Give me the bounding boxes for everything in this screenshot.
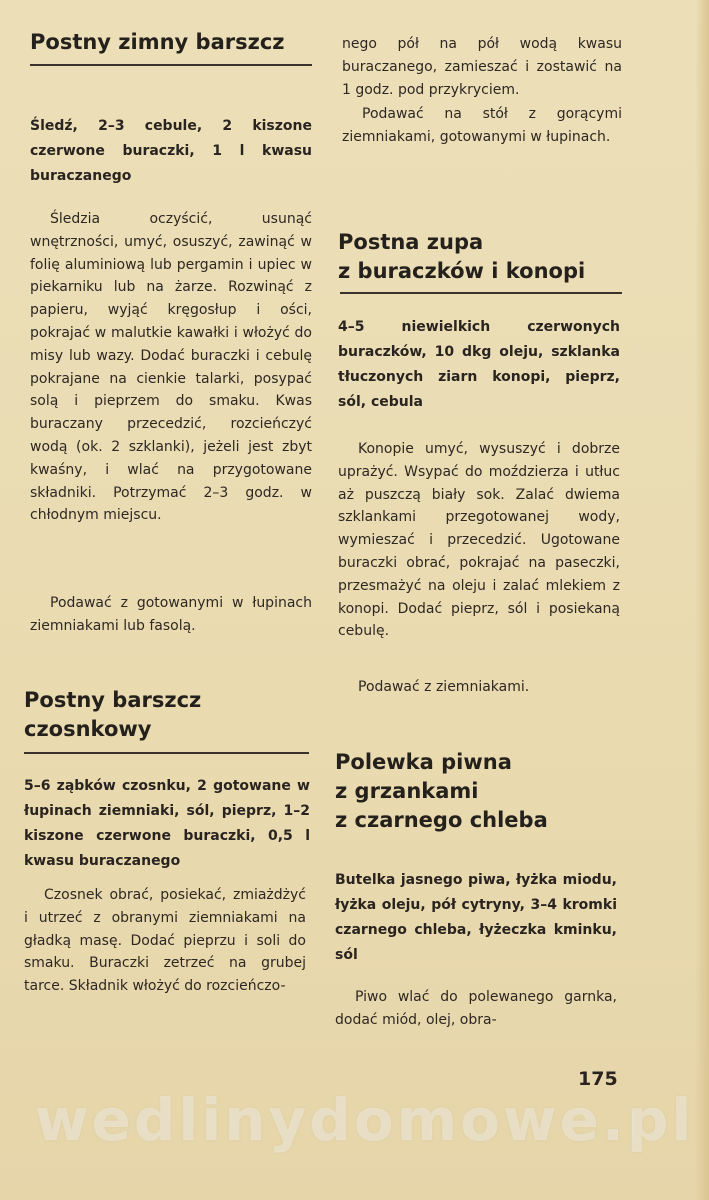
- page-number: 175: [578, 1068, 618, 1090]
- recipe-title: [335, 748, 620, 835]
- serving-note: Podawać na stół z gorącymi ziemniakami, gotowanymi w łupinach.: [342, 106, 622, 145]
- title-rule: [340, 292, 622, 294]
- title-rule: [30, 64, 312, 66]
- title-line: Polewka piwna: [335, 750, 512, 774]
- recipe-instructions: Czosnek obrać, posiekać, zmiażdżyć i utrzeć z obranymi ziemniakami na gładką masę. Dodać pieprzu i soli do smaku. Buraczki zetrzeć na grubej tarce. Składnik włożyć do rozcieńczo-: [24, 887, 306, 995]
- ingredients-list: 4–5 niewielkich czerwonych buraczków, 10 dkg oleju, szklanka tłuczonych ziarn konopi, pieprz, sól, cebula: [338, 319, 620, 410]
- title-line: Postna zupa: [338, 230, 484, 254]
- page-edge: [695, 0, 709, 1200]
- recipe-title: [24, 686, 309, 744]
- serving-note: Podawać z ziemniakami.: [358, 679, 530, 695]
- watermark: wedlinydomowe.pl: [35, 1086, 695, 1154]
- ingredients-list: Butelka jasnego piwa, łyżka miodu, łyżka oleju, pół cytryny, 3–4 kromki czarnego chleba, łyżeczka kminku, sól: [335, 872, 617, 963]
- recipe-instructions: Śledzia oczyścić, usunąć wnętrzności, umyć, osuszyć, zawinąć w folię aluminiową lub pergamin i upiec w piekarniku lub na żarze. Rozwinąć z papieru, wyjąć kręgosłup i ości, pokrajać w malutkie kawałki i włożyć do misy lub wazy. Dodać buraczki i cebulę pokrajane na cienkie talarki, posypać solą i pieprzem do smaku. Kwas buraczany przecedzić, rozcieńczyć wodą (ok. 2 szklanki), jeżeli jest zbyt kwaśny, i wlać na przygotowane składniki. Potrzymać 2–3 godz. w chłodnym miejscu.: [30, 211, 312, 524]
- title-line: z grzankami: [335, 779, 479, 803]
- recipe-instructions: Piwo wlać do polewanego garnka, dodać miód, olej, obra-: [335, 989, 617, 1028]
- title-line: Postny barszcz: [24, 688, 202, 712]
- title-line: czosnkowy: [24, 717, 152, 741]
- recipe-title: [338, 228, 623, 286]
- ingredients-list: Śledź, 2–3 cebule, 2 kiszone czerwone buraczki, 1 l kwasu buraczanego: [30, 118, 312, 184]
- title-line: z czarnego chleba: [335, 808, 548, 832]
- recipe-instructions-continued: nego pół na pół wodą kwasu buraczanego, zamieszać i zostawić na 1 godz. pod przykryciem.: [342, 36, 622, 98]
- serving-note: Podawać z gotowanymi w łupinach ziemniakami lub fasolą.: [30, 595, 312, 634]
- title-line: z buraczków i konopi: [338, 259, 586, 283]
- title-rule: [24, 752, 309, 754]
- recipe-instructions: Konopie umyć, wysuszyć i dobrze uprażyć. Wsypać do moździerza i utłuc aż puszczą biały sok. Zalać dwiema szklankami przegotowanej wody, wymieszać i przecedzić. Ugotowane buraczki obrać, pokrajać na paseczki, przesmażyć na oleju i zalać mlekiem z konopi. Dodać pieprz, sól i posiekaną cebulę.: [338, 441, 620, 640]
- ingredients-list: 5–6 ząbków czosnku, 2 gotowane w łupinach ziemniaki, sól, pieprz, 1–2 kiszone czerwone buraczki, 0,5 l kwasu buraczanego: [24, 778, 310, 869]
- recipe-title: Postny zimny barszcz: [30, 30, 285, 54]
